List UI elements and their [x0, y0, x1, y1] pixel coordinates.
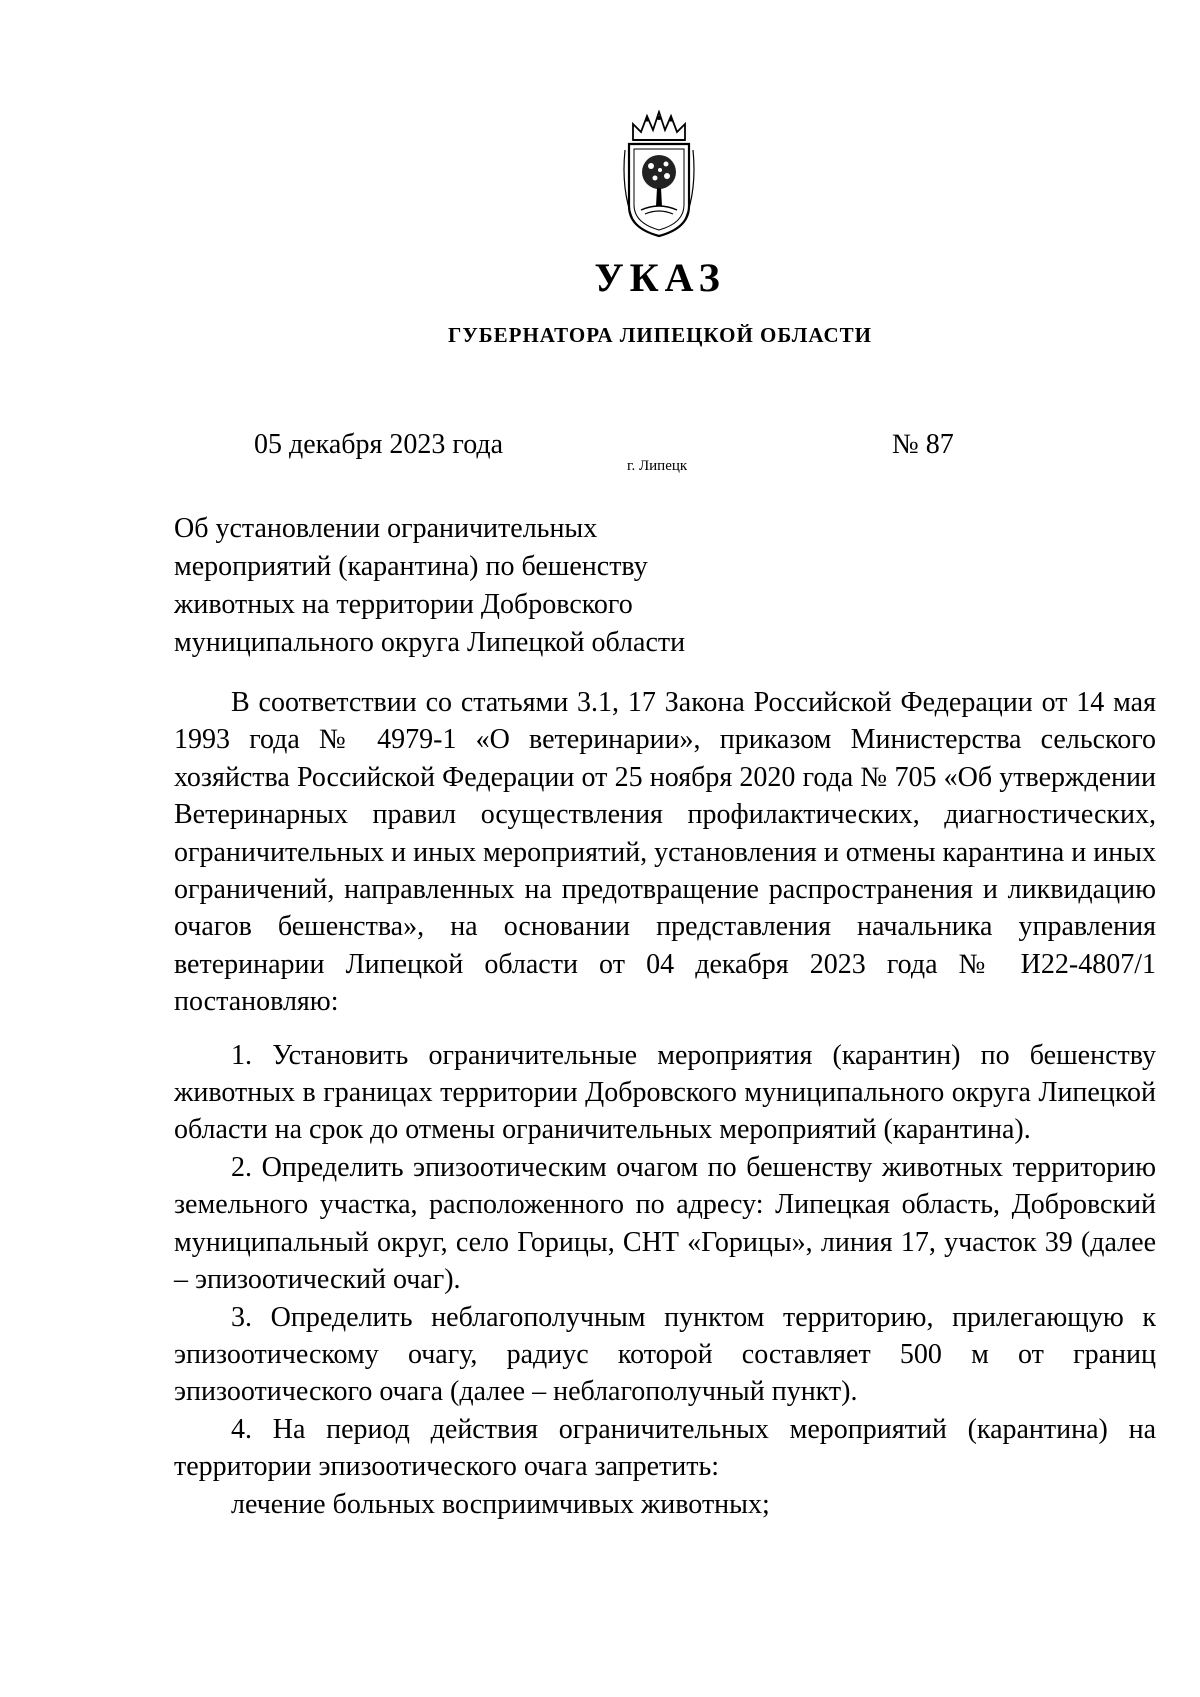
item-paragraph: лечение больных восприимчивых животных;: [231, 1488, 770, 1520]
decree-number: № 87: [892, 429, 954, 460]
decree-body: [174, 684, 1156, 1523]
item-paragraph: 2. Определить эпизоотическим очагом по бешенству животных территорию земельного участка, расположенного по адресу: Липецкая область, Добровский муниципальный округ, село Горицы, СНТ «Горицы», линия 17, участок 39 (далее – эпизоотический очаг).: [174, 1151, 1156, 1296]
subject-line: муниципального округа Липецкой области: [174, 627, 686, 658]
document-subtitle: ГУБЕРНАТОРА ЛИПЕЦКОЙ ОБЛАСТИ: [447, 323, 873, 347]
document-title: УКАЗ: [594, 255, 726, 300]
coat-of-arms-icon: [619, 110, 699, 242]
decree-subject: [174, 510, 794, 662]
item-paragraph: 3. Определить неблагополучным пунктом территорию, прилегающую к эпизоотическому очагу, радиус которой составляет 500 м от границ эпизоотического очага (далее – неблагополучный пункт).: [174, 1301, 1156, 1408]
subject-line: животных на территории Добровского: [174, 589, 633, 620]
item-paragraph: 1. Установить ограничительные мероприятия (карантин) по бешенству животных в границах территории Добровского муниципального округа Липецкой области на срок до отмены ограничительных мероприятий (карантина).: [174, 1039, 1156, 1146]
subject-line: Об установлении ограничительных: [174, 513, 598, 544]
decree-date: 05 декабря 2023 года: [254, 429, 504, 460]
preamble-paragraph: В соответствии со статьями 3.1, 17 Закона Российской Федерации от 14 мая 1993 года № 4979-1 «О ветеринарии», приказом Министерства сельского хозяйства Российской Федерации от 25 ноября 2020 года № 705 «Об утверждении Ветеринарных правил осуществления профилактических, диагностических, ограничительных и иных мероприятий, установления и отмены карантина и иных ограничений, направленных на предотвращение распространения и ликвидацию очагов бешенства», на основании представления начальника управления ветеринарии Липецкой области от 04 декабря 2023 года № И22-4807/1 постановляю:: [174, 687, 1156, 1018]
item-paragraph: 4. На период действия ограничительных мероприятий (карантина) на территории эпизоотического очага запретить:: [174, 1413, 1156, 1483]
decree-city: г. Липецк: [627, 458, 688, 474]
subject-line: мероприятий (карантина) по бешенству: [174, 551, 648, 582]
